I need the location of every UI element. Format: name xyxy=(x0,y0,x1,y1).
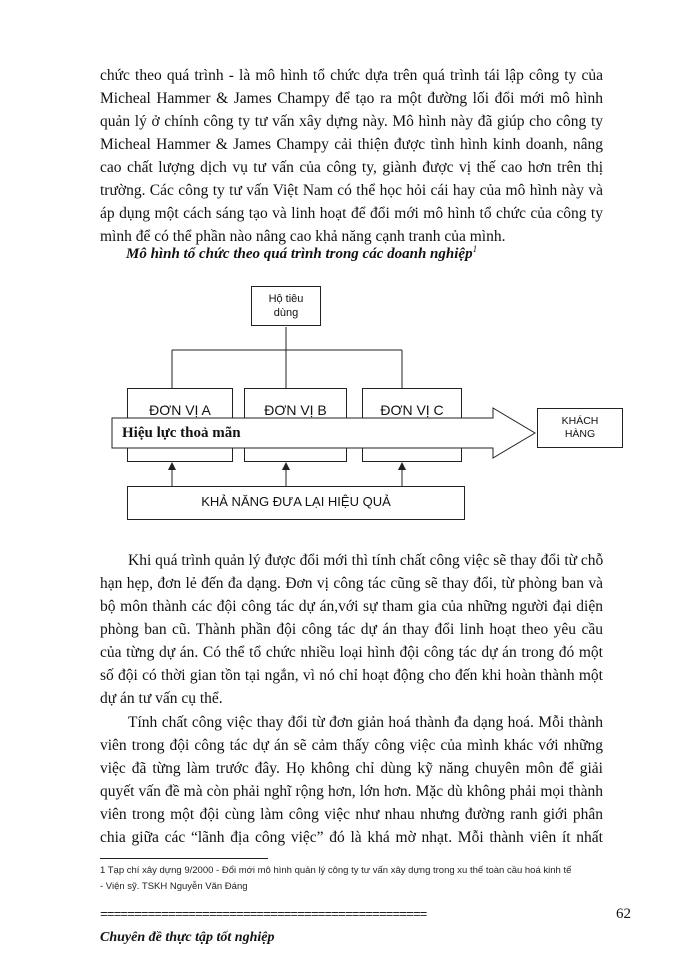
text-line: Micheal Hammer & James Champy cải thiện được tình hình kinh doanh, nâng xyxy=(100,136,603,153)
text-line: quản lý ở chính công ty tư vấn xây dựng này. Mô hình này đã giúp cho công ty xyxy=(100,113,603,130)
unit-c-label: ĐƠN VỊ C xyxy=(380,402,444,418)
footer-title: Chuyên đề thực tập tốt nghiệp xyxy=(100,930,275,945)
text-line: số đội có thời gian tồn tại ngắn, vì nó chỉ hoạt động cho đến khi hoàn thành một xyxy=(100,667,603,684)
text-line: việc đã từng làm trước đây. Họ không chỉ dùng kỹ năng chuyên môn để giải xyxy=(100,760,603,777)
paragraph-3 xyxy=(100,711,603,849)
customer-box xyxy=(537,408,623,448)
text-line: Micheal Hammer & James Champy để tạo ra một đường lối đổi mới mô hình xyxy=(100,90,603,107)
text-line: phòng ban cũ. Thành phần đội công tác dự án thay đổi linh hoạt theo yêu cầu xyxy=(100,621,603,638)
text-line: viên trong đội công tác dự án sẽ cảm thấy công việc của mình khác với những xyxy=(100,737,603,754)
consumer-label: dùng xyxy=(273,307,299,319)
text-line: bộ môn thành các đội công tác dự án,với sự tham gia của những người đại diện xyxy=(100,598,603,615)
feedback-box xyxy=(127,486,465,520)
footnote-separator xyxy=(100,858,268,859)
paragraph-2 xyxy=(100,549,603,710)
text-line: Tính chất công việc thay đổi từ đơn giản hoá thành đa dạng hoá. Mỗi thành xyxy=(128,714,603,731)
text-line: dự án tư vấn cụ thể. xyxy=(100,690,223,707)
text-line: chức theo quá trình - là mô hình tổ chức dựa trên quá trình tái lập công ty của xyxy=(100,67,603,84)
customer-label: HÀNG xyxy=(564,428,596,440)
text-line: hạn hẹp, đơn lẻ đến đa dạng. Đơn vị công tác cũng sẽ thay đổi, từ phòng ban và xyxy=(100,575,603,592)
arrow-label: Hiệu lực thoả mãn xyxy=(122,425,241,441)
unit-b-label: ĐƠN VỊ B xyxy=(264,402,327,418)
text-line: trường. Các công ty tư vấn Việt Nam có thể học hỏi cái hay của mô hình này và xyxy=(100,182,603,199)
text-line: chia giữa các “lãnh địa công việc” đó là khá mờ nhạt. Mỗi thành viên ít nhất xyxy=(100,829,603,846)
text-line: mình để có thể phần nào nâng cao khả năng cạnh tranh của mình. xyxy=(100,228,506,245)
text-line: của từng dự án. Có thể tổ chức nhiều loại hình đội công tác dự án trong đó một xyxy=(100,644,603,661)
footnote-line: - Viện sỹ. TSKH Nguyễn Văn Đáng xyxy=(100,881,248,892)
customer-label: KHÁCH xyxy=(561,415,599,427)
text-line: viên trong một đội cùng làm công việc như nhau nhưng đường ranh giới phân xyxy=(100,806,603,823)
page-number: 62 xyxy=(616,906,631,922)
footnote-ref: 1 xyxy=(472,244,478,254)
text-line: Khi quá trình quản lý được đổi mới thì tính chất công việc sẽ thay đổi từ chỗ xyxy=(128,552,604,569)
footnote-line: 1 Tạp chí xây dựng 9/2000 - Đổi mới mô hình quản lý công ty tư vấn xây dựng trong xu thế toàn cầu hoá kinh tế xyxy=(100,865,572,876)
consumer-label: Hộ tiêu xyxy=(268,293,304,305)
unit-a-label: ĐƠN VỊ A xyxy=(149,402,211,418)
figure-caption-text: Mô hình tổ chức theo quá trình trong các doanh nghiệp xyxy=(126,246,473,262)
text-line: áp dụng một cách sáng tạo và linh hoạt để đổi mới mô hình tổ chức của công ty xyxy=(100,205,603,222)
footer-separator: ================================================ xyxy=(100,907,427,922)
footnote xyxy=(100,863,620,895)
feedback-label: KHẢ NĂNG ĐƯA LẠI HIỆU QUẢ xyxy=(201,494,391,509)
text-line: cao chất lượng dịch vụ tư vấn của công ty, giành được vị thế cao hơn trên thị xyxy=(100,159,603,176)
text-line: quyết vấn đề mà còn phải nghĩ rộng hơn, lớn hơn. Mặc dù không phải mọi thành xyxy=(100,783,603,800)
